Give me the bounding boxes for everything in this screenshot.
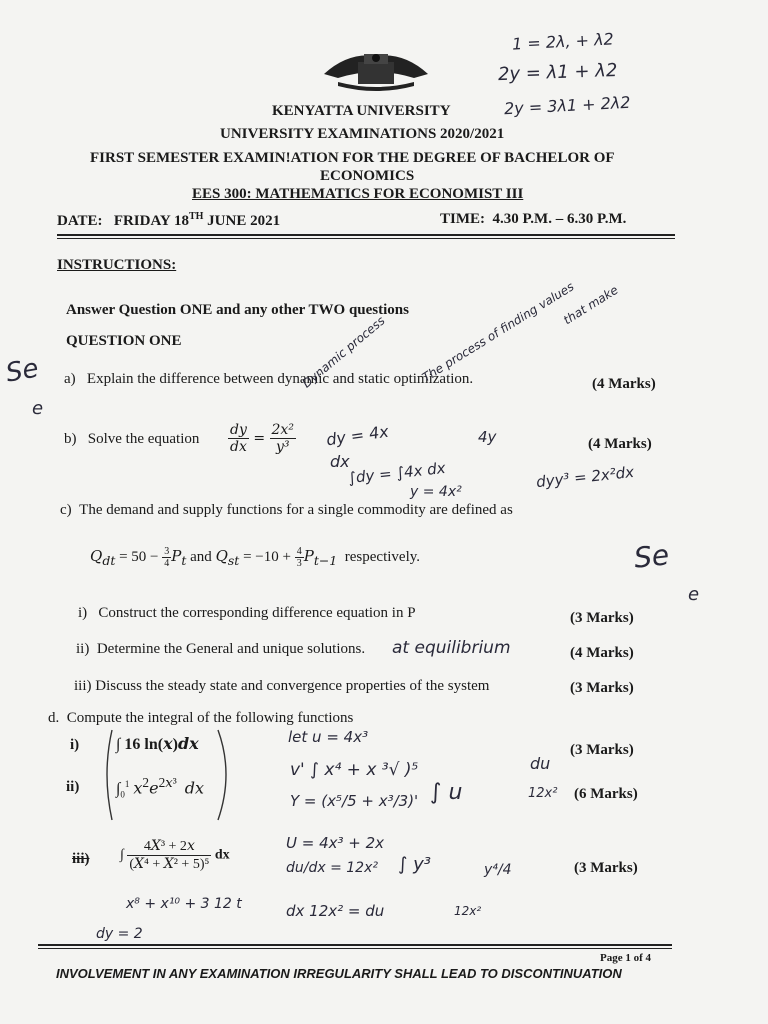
date-value: FRIDAY 18	[113, 213, 189, 229]
question-d-iii-label: iii)	[72, 851, 90, 867]
question-a-text: Explain the difference between dynamic and static optimization.	[86, 371, 474, 387]
university-crest-logo	[318, 44, 434, 94]
note-diagonal-3: Dynamic process	[299, 313, 388, 391]
question-d-ii-label: ii)	[66, 779, 80, 795]
question-c-i-marks: (3 Marks)	[570, 610, 634, 626]
question-c-text: The demand and supply functions for a single commodity are defined as	[79, 502, 513, 518]
note-b-2: dx	[330, 452, 350, 471]
note-left-e: e	[32, 398, 44, 419]
course-title: EES 300: MATHEMATICS FOR ECONOMIST III	[192, 186, 524, 202]
note-b-4: y = 4x²	[410, 484, 462, 500]
question-a-marks: (4 Marks)	[592, 376, 656, 392]
date-value-rest: JUNE 2021	[203, 213, 281, 229]
note-right-e: e	[688, 584, 700, 605]
note-d-12: 12x²	[454, 904, 482, 918]
exam-time	[440, 211, 626, 228]
question-b-marks: (4 Marks)	[588, 436, 652, 452]
footer-warning: INVOLVEMENT IN ANY EXAMINATION IRREGULARITY SHALL LEAD TO DISCONTINUATION	[56, 966, 622, 981]
note-b-3: ∫dy = ∫4x dx	[347, 458, 447, 488]
question-c-iii: iii) Discuss the steady state and convergence properties of the system	[74, 678, 490, 694]
note-diagonal-1: The process of finding values	[419, 279, 577, 385]
note-b-1: dy = 4x	[324, 421, 390, 450]
note-left-se: Se	[3, 353, 41, 389]
degree-line-2: ECONOMICS	[320, 168, 415, 184]
note-b-6: dyy³ = 2x²dx	[535, 462, 635, 492]
question-c-iii-marks: (3 Marks)	[570, 680, 634, 696]
exam-date	[57, 211, 280, 230]
question-b-text: Solve the equation	[87, 431, 200, 447]
question-d-iii-integral: ∫ $\frac{\text{4X³ + 2x}}{\text{(X⁴ + X² + 5)⁵}}$ dx	[120, 838, 230, 872]
note-d-2: v' ∫ x⁴ + x ³√ )⁵	[290, 760, 419, 780]
question-c-respectively: respectively.	[344, 548, 421, 565]
note-d-11: y⁴/4	[484, 862, 512, 878]
question-c-and: and	[190, 548, 212, 565]
note-d-3: Y = (x⁵/5 + x³/3)'	[290, 792, 419, 810]
question-c-equations: $Q_{dt} = 50$ − $\frac{3}{4}$ $P_t$ and $Q_{st} = -10$ + $\frac{4}{3}$ $P_{t-1}$ respectively.	[90, 546, 421, 569]
note-diagonal-2: that make	[560, 282, 621, 328]
note-b-5: 4y	[478, 428, 497, 446]
note-c-ii: at equilibrium	[392, 638, 511, 658]
exam-session: UNIVERSITY EXAMINATIONS 2020/2021	[220, 126, 505, 142]
note-d-8: du/dx = 12x²	[286, 860, 378, 876]
question-d-iii-marks: (3 Marks)	[574, 860, 638, 876]
university-name: KENYATTA UNIVERSITY	[272, 103, 451, 119]
question-a-label: a)	[64, 371, 76, 387]
question-a	[64, 371, 473, 388]
question-b	[64, 431, 199, 448]
time-label: TIME:	[440, 211, 485, 227]
instructions-heading: INSTRUCTIONS:	[57, 257, 177, 273]
question-c-label: c)	[60, 502, 72, 518]
note-d-14: dy = 2	[96, 926, 143, 942]
date-label: DATE:	[57, 213, 103, 229]
question-d-ii-marks: (6 Marks)	[574, 786, 638, 802]
note-top-3: 2y = 3λ1 + 2λ2	[503, 92, 631, 119]
note-d-7: U = 4x³ + 2x	[286, 834, 385, 852]
note-top-1: 1 = 2λ, + λ2	[511, 29, 615, 54]
footer-divider-top	[38, 944, 672, 946]
note-d-1: let u = 4x³	[288, 728, 369, 746]
note-d-4: ∫ u	[430, 780, 463, 805]
question-c-ii-marks: (4 Marks)	[570, 645, 634, 661]
question-d-i-label: i)	[70, 737, 80, 753]
date-superscript: TH	[188, 211, 204, 222]
question-b-label: b)	[64, 431, 77, 447]
question-d: d. Compute the integral of the following functions	[48, 710, 354, 726]
question-c	[60, 502, 513, 519]
note-d-6: 12x²	[528, 786, 558, 801]
header-divider-bottom	[57, 238, 675, 239]
degree-line-1: FIRST SEMESTER EXAMIN!ATION FOR THE DEGREE OF BACHELOR OF	[90, 150, 615, 166]
question-d-ii-integral: $\int_0^1$ $x^2e^{2x^3}$ dx	[116, 775, 205, 800]
note-d-13: x⁸ + x¹⁰ + 3 12 t	[126, 896, 242, 912]
note-right-se: Se	[632, 538, 671, 575]
question-d-i-integral: ∫ 16 ln(x)dx	[116, 734, 199, 753]
question-c-ii: ii) Determine the General and unique solutions.	[76, 641, 366, 657]
header-divider-top	[57, 234, 675, 236]
footer-divider-bottom	[38, 948, 672, 949]
question-one-heading: QUESTION ONE	[66, 333, 182, 349]
page-number: Page 1 of 4	[600, 952, 652, 964]
instructions-answer: Answer Question ONE and any other TWO questions	[66, 302, 409, 318]
handwritten-bracket	[100, 726, 234, 824]
time-value: 4.30 P.M. – 6.30 P.M.	[492, 211, 627, 227]
question-b-equation: $\frac{dy}{dx}$ = $\frac{\text{2x²}}{\text{y³}}$	[230, 422, 294, 455]
note-d-5: du	[530, 754, 551, 773]
note-d-9: dx 12x² = du	[286, 902, 385, 920]
note-top-2: 2y = λ1 + λ2	[497, 59, 618, 86]
note-d-10: ∫ y³	[398, 854, 431, 875]
question-c-i: i) Construct the corresponding difference equation in P	[78, 605, 416, 621]
question-d-i-marks: (3 Marks)	[570, 742, 634, 758]
